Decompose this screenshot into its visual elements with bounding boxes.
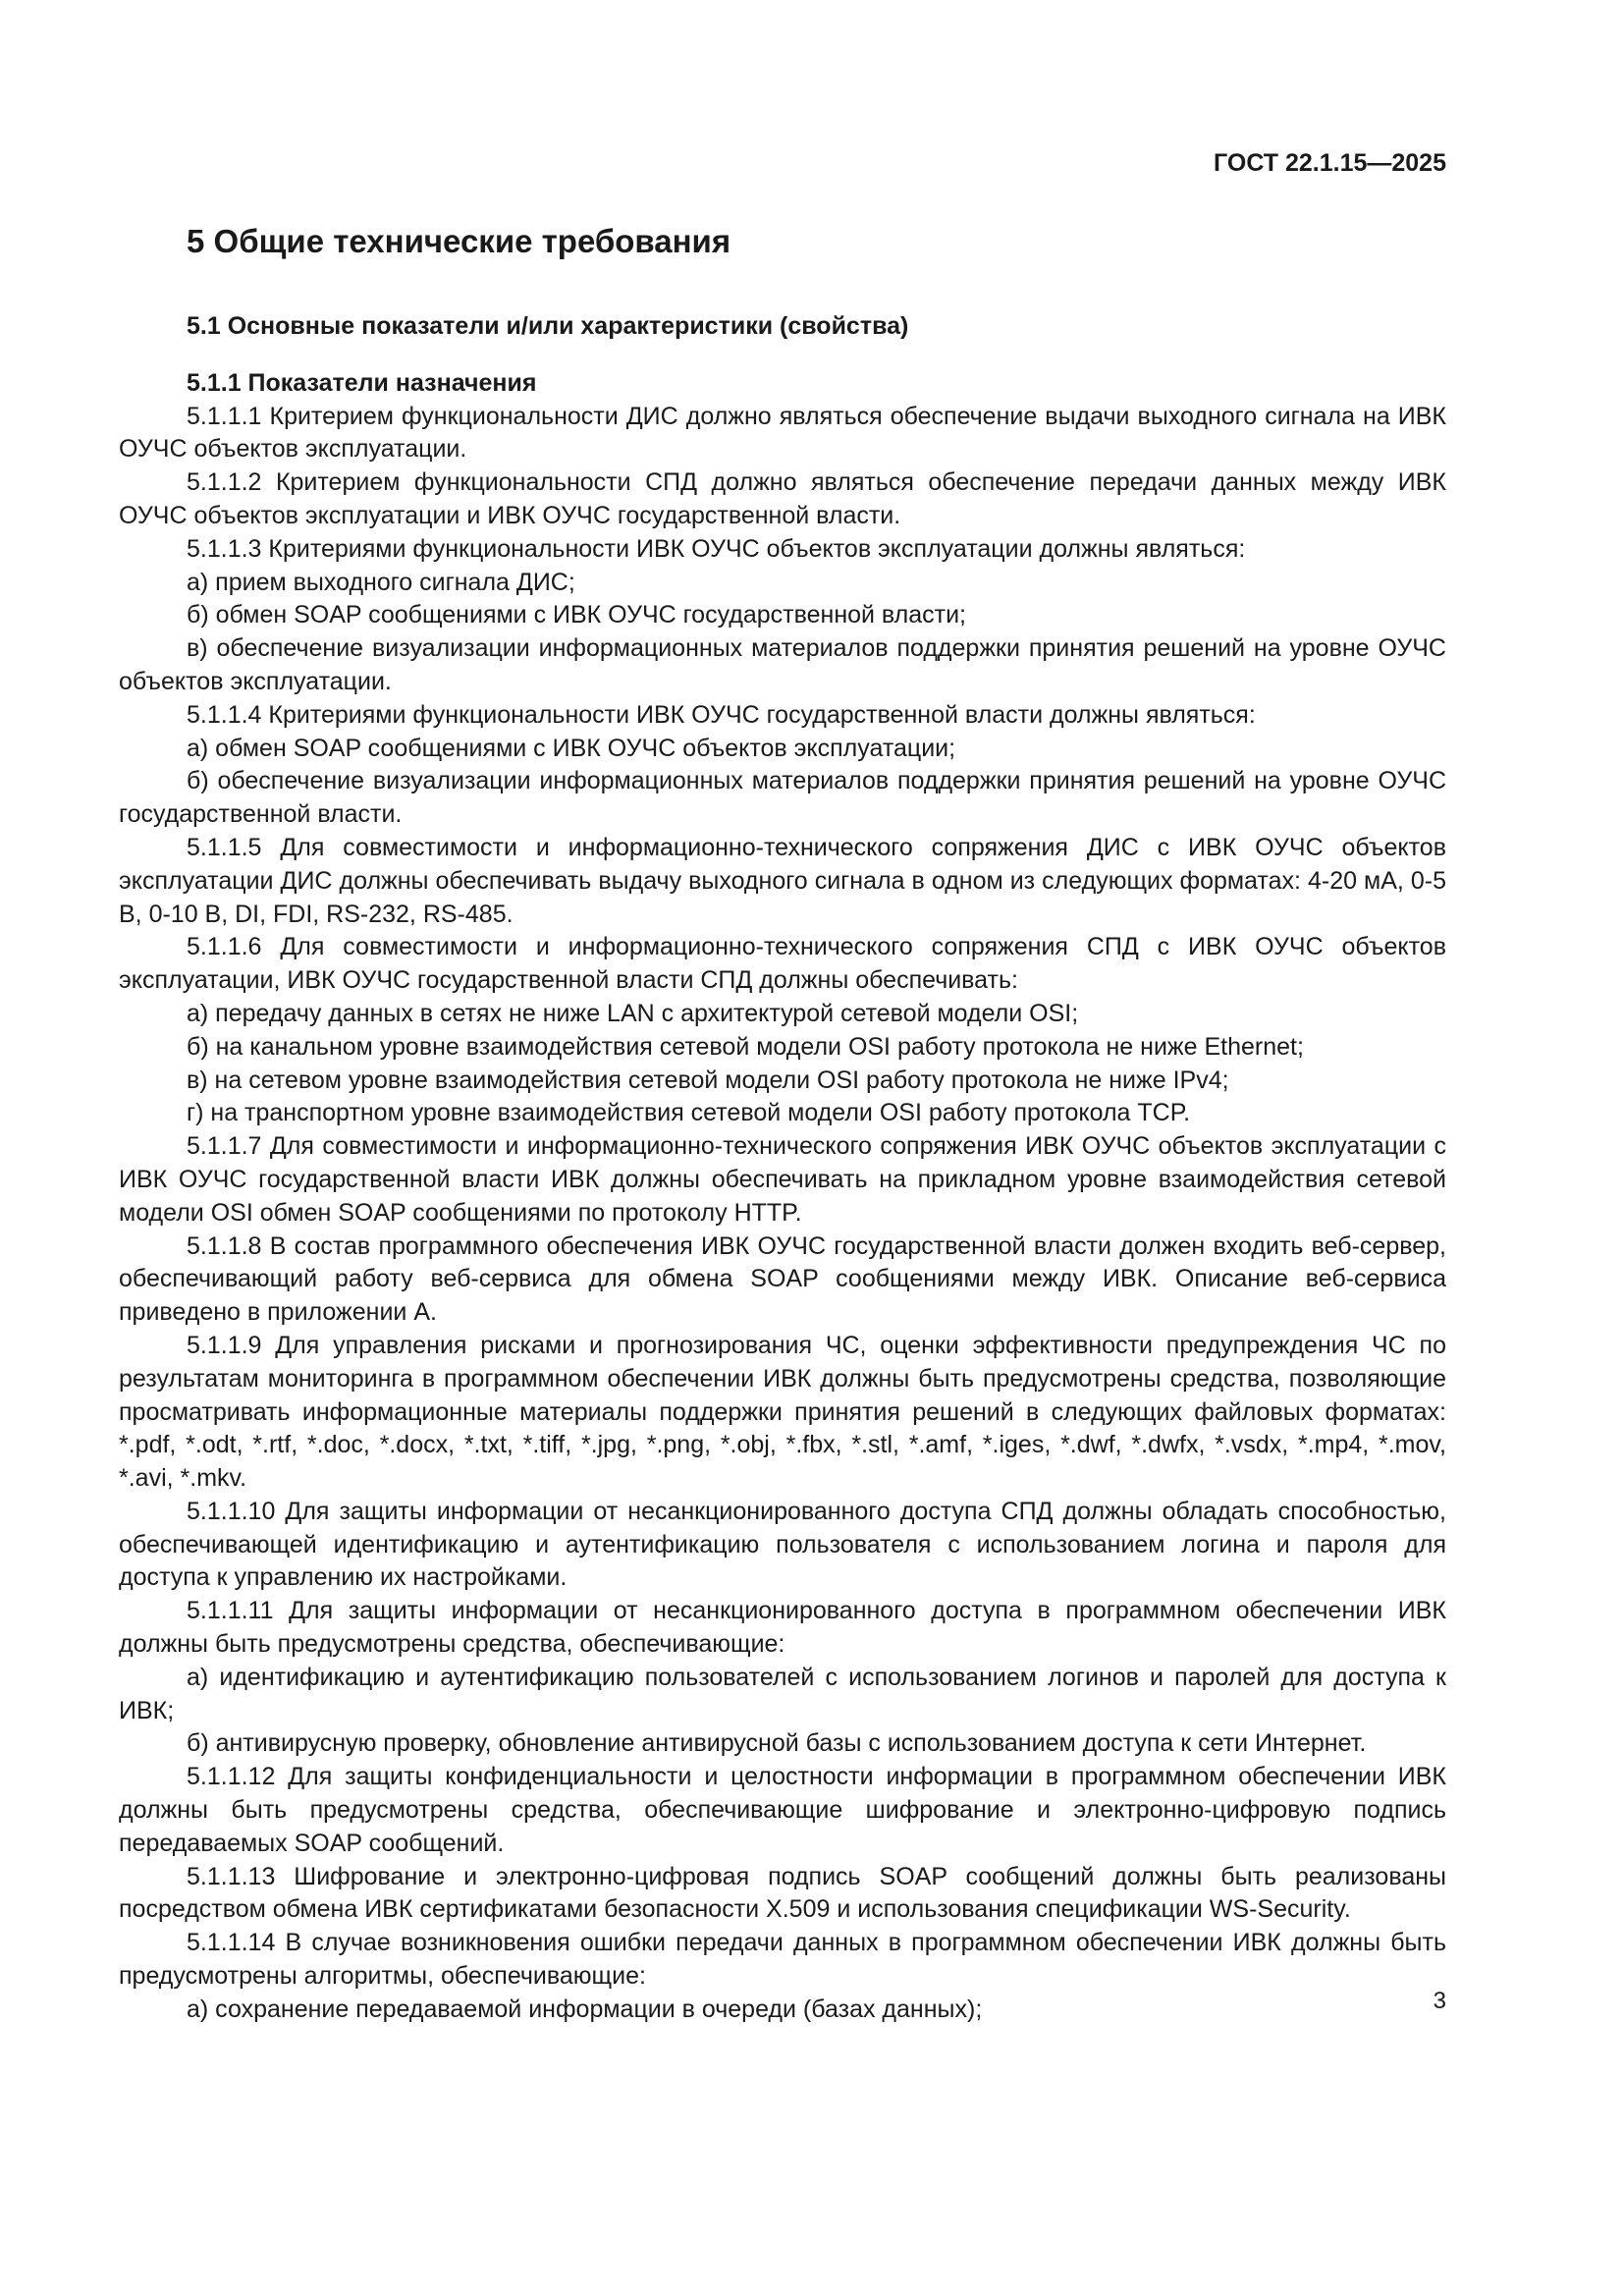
paragraph: 5.1.1.4 Критериями функциональности ИВК ОУЧС государственной власти должны являться:	[187, 700, 1256, 729]
paragraph: 5.1.1.6 Для совместимости и информационно-технического сопряжения СПД с ИВК ОУЧС объектов эксплуатации, ИВК ОУЧС государственной власти СПД должны обеспечивать:	[119, 933, 1446, 995]
list-item: а) сохранение передаваемой информации в очереди (базах данных);	[187, 1995, 983, 2023]
paragraph: 5.1.1.14 В случае возникновения ошибки передачи данных в программном обеспечении ИВК должны быть предусмотрены алгоритмы, обеспечивающие:	[119, 1929, 1446, 1991]
page-number: 3	[1433, 1988, 1446, 2014]
subsubsection-title: 5.1.1 Показатели назначения	[187, 368, 537, 397]
list-item: б) обеспечение визуализации информационных материалов поддержки принятия решений на уровне ОУЧС государственной власти.	[119, 767, 1446, 829]
paragraph: 5.1.1.1 Критерием функциональности ДИС должно являться обеспечение выдачи выходного сигнала на ИВК ОУЧС объектов эксплуатации.	[119, 402, 1446, 464]
list-item: г) на транспортном уровне взаимодействия сетевой модели OSI работу протокола TCP.	[187, 1099, 1191, 1127]
paragraph: 5.1.1.13 Шифрование и электронно-цифровая подпись SOAP сообщений должны быть реализованы посредством обмена ИВК сертификатами безопасности X.509 и использования спецификации WS-Security.	[119, 1862, 1446, 1924]
paragraph: 5.1.1.8 В состав программного обеспечения ИВК ОУЧС государственной власти должен входить веб-сервер, обеспечивающий работу веб-сервиса для обмена SOAP сообщениями между ИВК. Описание веб-сервиса приведено в приложении А.	[119, 1231, 1446, 1327]
list-item: а) прием выходного сигнала ДИС;	[187, 568, 575, 596]
list-item: в) на сетевом уровне взаимодействия сетевой модели OSI работу протокола не ниже IPv4;	[187, 1066, 1229, 1094]
paragraph: 5.1.1.3 Критериями функциональности ИВК ОУЧС объектов эксплуатации должны являться:	[187, 534, 1246, 563]
list-item: а) обмен SOAP сообщениями с ИВК ОУЧС объектов эксплуатации;	[187, 734, 956, 762]
paragraph: 5.1.1.5 Для совместимости и информационно-технического сопряжения ДИС с ИВК ОУЧС объектов эксплуатации ДИС должны обеспечивать выдачу выходного сигнала в одном из следующих форматах: 4-20 мА, 0-5 В, 0-10 В, DI, FDI, RS-232, RS-485.	[119, 833, 1446, 928]
document-body	[119, 222, 1446, 2027]
list-item: б) обмен SOAP сообщениями с ИВК ОУЧС государственной власти;	[187, 601, 966, 629]
paragraph: 5.1.1.10 Для защиты информации от несанкционированного доступа СПД должны обладать способностью, обеспечивающей идентификацию и аутентификацию пользователя с использованием логина и пароля для доступа к управлению их настройками.	[119, 1497, 1446, 1592]
subsection-title: 5.1 Основные показатели и/или характеристики (свойства)	[187, 312, 909, 340]
paragraph: 5.1.1.9 Для управления рисками и прогнозирования ЧС, оценки эффективности предупреждения ЧС по результатам мониторинга в программном обеспечении ИВК должны быть предусмотрены средства, позволяющие просматривать информационные материалы поддержки принятия решений в следующих файловых форматах: *.pdf, *.odt, *.rtf, *.doc, *.docx, *.txt, *.tiff, *.jpg, *.png, *.obj, *.fbx, *.stl, *.amf, *.iges, *.dwf, *.dwfx, *.vsdx, *.mp4, *.mov, *.avi, *.mkv.	[119, 1331, 1446, 1493]
paragraph: 5.1.1.7 Для совместимости и информационно-технического сопряжения ИВК ОУЧС объектов эксплуатации с ИВК ОУЧС государственной власти ИВК должны обеспечивать на прикладном уровне взаимодействия сетевой модели OSI обмен SOAP сообщениями по протоколу HTTP.	[119, 1132, 1446, 1227]
paragraph: 5.1.1.11 Для защиты информации от несанкционированного доступа в программном обеспечении ИВК должны быть предусмотрены средства, обеспечивающие:	[119, 1597, 1446, 1659]
list-item: б) антивирусную проверку, обновление антивирусной базы с использованием доступа к сети Интернет.	[187, 1729, 1367, 1758]
list-item: а) идентификацию и аутентификацию пользователей с использованием логинов и паролей для доступа к ИВК;	[119, 1663, 1446, 1724]
standard-id: ГОСТ 22.1.15—2025	[1214, 149, 1446, 177]
list-item: в) обеспечение визуализации информационных материалов поддержки принятия решений на уровне ОУЧС объектов эксплуатации.	[119, 634, 1446, 695]
section-title: 5 Общие технические требования	[187, 223, 731, 259]
paragraph: 5.1.1.2 Критерием функциональности СПД должно являться обеспечение передачи данных между ИВК ОУЧС объектов эксплуатации и ИВК ОУЧС государственной власти.	[119, 468, 1446, 529]
list-item: а) передачу данных в сетях не ниже LAN с архитектурой сетевой модели OSI;	[187, 999, 1079, 1027]
paragraph: 5.1.1.12 Для защиты конфиденциальности и целостности информации в программном обеспечении ИВК должны быть предусмотрены средства, обеспечивающие шифрование и электронно-цифровую подпись передаваемых SOAP сообщений.	[119, 1763, 1446, 1857]
list-item: б) на канальном уровне взаимодействия сетевой модели OSI работу протокола не ниже Ethernet;	[187, 1032, 1304, 1061]
